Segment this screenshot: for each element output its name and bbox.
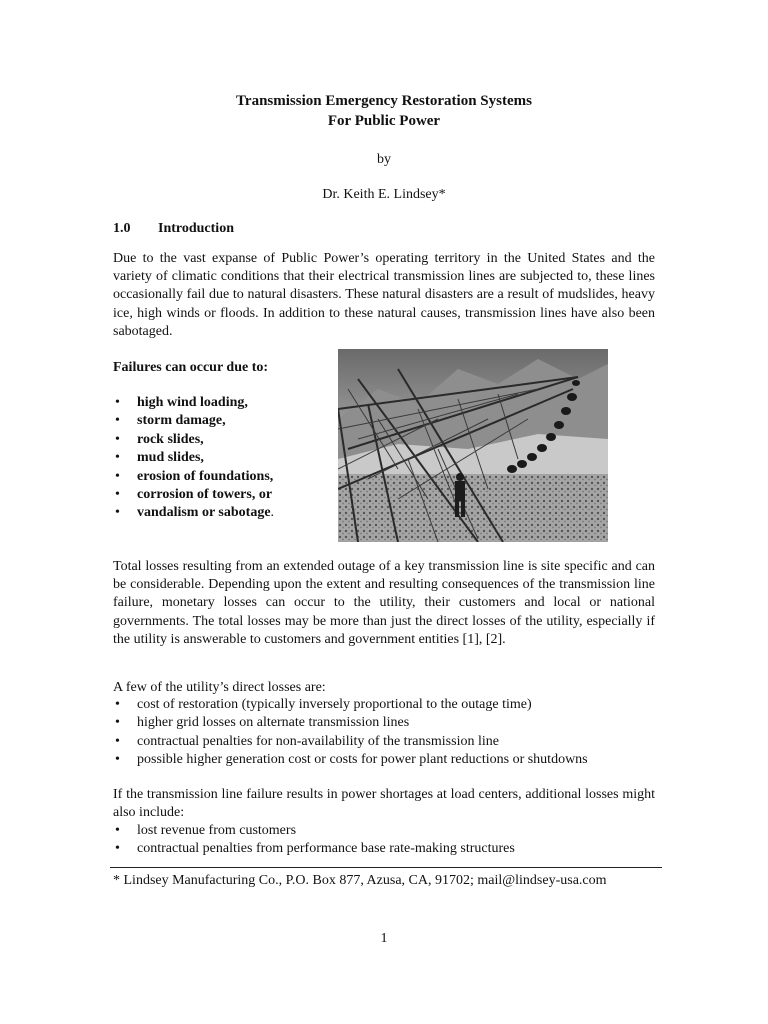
list-item: [113, 504, 274, 522]
list-item: • cost of restoration (typically inversely proportional to the outage time): [113, 696, 588, 714]
additional-losses-list: [113, 822, 515, 859]
direct-losses-list: [113, 696, 588, 770]
section-number: 1.0: [113, 221, 131, 236]
section-heading: [113, 221, 234, 237]
list-item: • contractual penalties from performance base rate-making structures: [113, 840, 515, 858]
intro-paragraph: Due to the vast expanse of Public Power’s operating territory in the United States and the variety of climatic conditions that their electrical transmission lines are subjected to, these lines occasionally fail due to natural disasters. These natural disasters are a result of mudslides, heavy ice, high winds or floods. In addition to these natural causes, transmission lines have also been sabotaged.: [113, 251, 655, 339]
losses-paragraph: Total losses resulting from an extended outage of a key transmission line is site specific and can be considerable. Depending upon the extent and resulting consequences of the transmission line failure, monetary losses can occur to the utility, their customers and local or national governments. The total losses may be more than just the direct losses of the utility, especially if the utility is answerable to customers and government entities [1], [2].: [113, 559, 655, 647]
list-item: • possible higher generation cost or costs for power plant reductions or shutdowns: [113, 751, 588, 769]
list-item: • contractual penalties for non-availability of the transmission line: [113, 733, 588, 751]
list-item: • mud slides,: [113, 449, 274, 467]
list-item: • erosion of foundations,: [113, 468, 274, 486]
byline: by: [377, 152, 391, 167]
list-item: • high wind loading,: [113, 394, 274, 412]
section-title: Introduction: [158, 221, 234, 236]
list-item-punctuation: .: [270, 505, 275, 521]
document-title-line-2: For Public Power: [327, 113, 441, 129]
list-item: • rock slides,: [113, 431, 274, 449]
list-item: • storm damage,: [113, 412, 274, 430]
footnote-divider: [110, 867, 662, 868]
footnote: * Lindsey Manufacturing Co., P.O. Box 877, Azusa, CA, 91702; mail@lindsey-usa.com: [113, 873, 607, 888]
author-name: Dr. Keith E. Lindsey*: [322, 187, 446, 202]
list-item: • corrosion of towers, or: [113, 486, 274, 504]
failures-heading: Failures can occur due to:: [113, 360, 269, 375]
list-item: • higher grid losses on alternate transmission lines: [113, 714, 588, 732]
list-item: • lost revenue from customers: [113, 822, 515, 840]
collapsed-tower-photo: [338, 349, 608, 542]
direct-losses-intro: A few of the utility’s direct losses are:: [113, 680, 326, 695]
page-number: 1: [380, 931, 388, 946]
additional-losses-intro: If the transmission line failure results in power shortages at load centers, additional losses might also include:: [113, 787, 655, 821]
document-title-line-1: Transmission Emergency Restoration Systems: [236, 93, 532, 109]
list-item-text: vandalism or sabotage: [137, 505, 271, 521]
failures-list: [113, 394, 274, 523]
